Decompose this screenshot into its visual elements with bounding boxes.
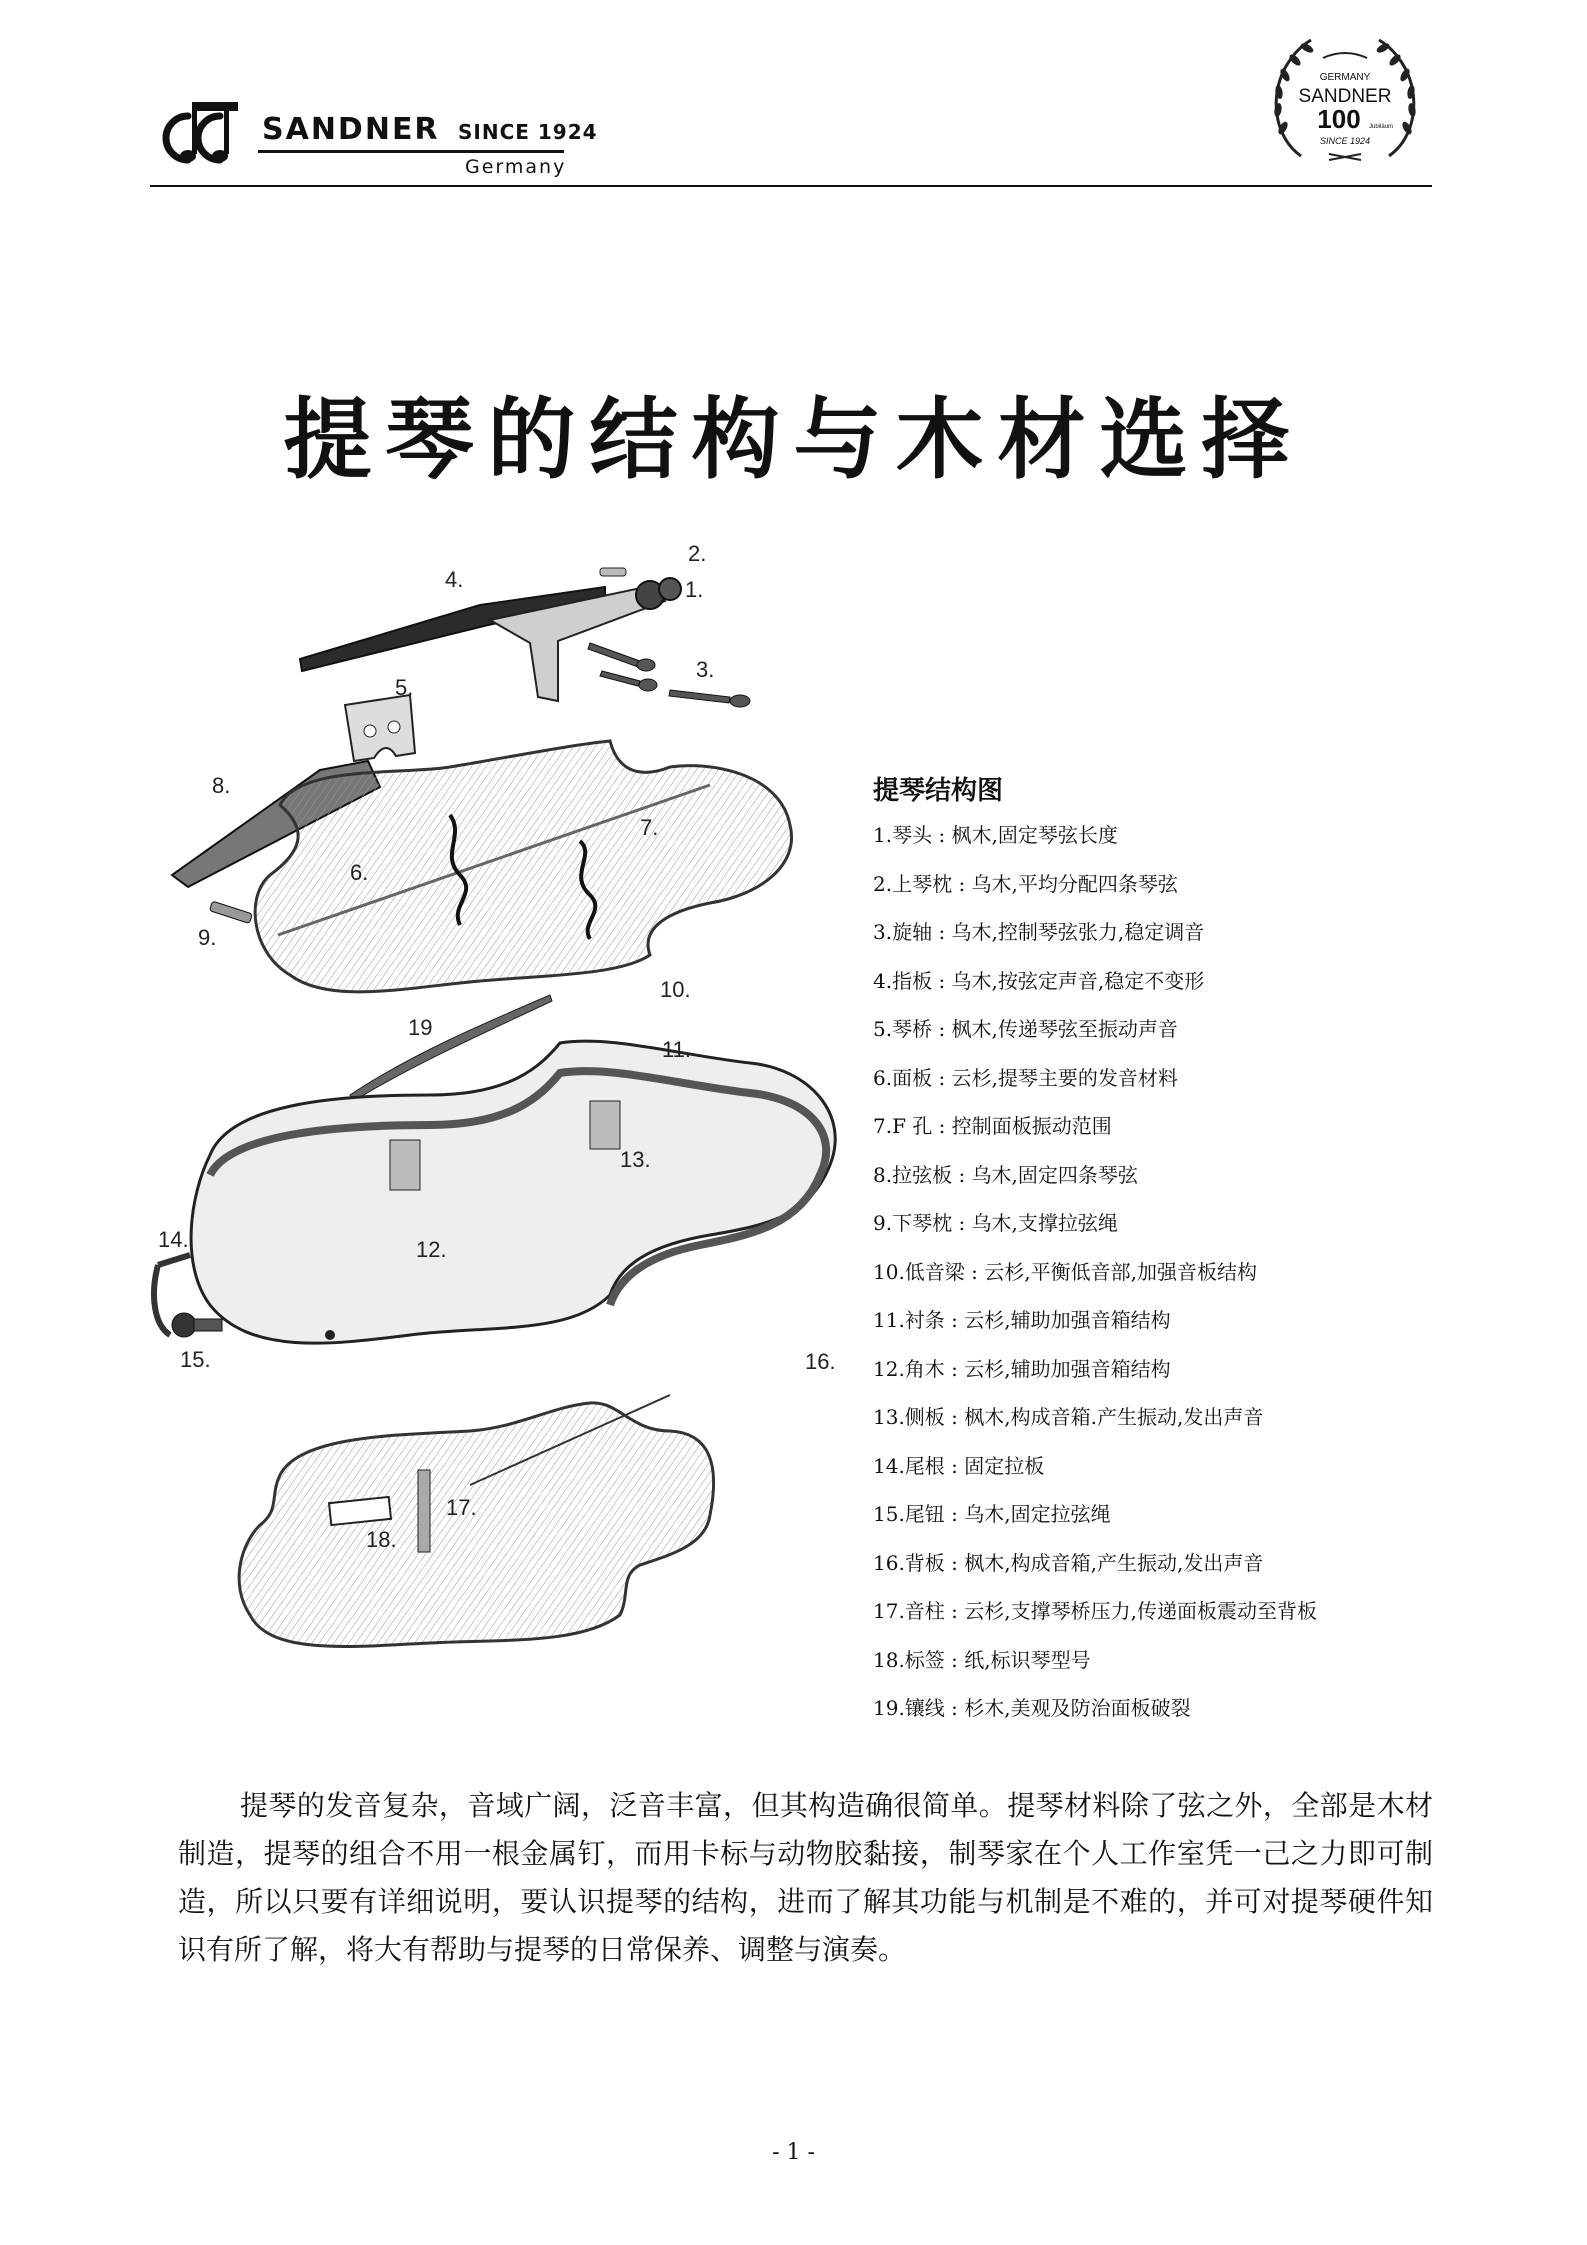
legend-item: 17.音柱 : 云杉,支撑琴桥压力,传递面板震动至背板: [873, 1599, 1317, 1623]
callout-2: 2.: [688, 541, 707, 566]
callout-13: 13.: [620, 1147, 651, 1172]
body-paragraph: 提琴的发音复杂，音域广阔，泛音丰富，但其构造确很简单。提琴材料除了弦之外，全部是木材制造，提琴的组合不用一根金属钉，而用卡标与动物胶黏接，制琴家在个人工作室凭一己之力即可制造，所以只要有详细说明，要认识提琴的结构，进而了解其功能与机制是不难的，并可对提琴硬件知识有所了解，将大有帮助与提琴的日常保养、调整与演奏。: [178, 1789, 1433, 1966]
legend-item: 19.镶线 : 杉木,美观及防治面板破裂: [873, 1696, 1191, 1720]
callout-15: 15.: [180, 1347, 211, 1372]
legend-item: 10.低音梁 : 云杉,平衡低音部,加强音板结构: [873, 1259, 1257, 1284]
callout-16: 16.: [805, 1349, 836, 1374]
top-plate-part: [255, 741, 791, 992]
callout-7: 7.: [640, 815, 659, 840]
callout-5: 5.: [395, 675, 414, 700]
legend-item: 12.角木 : 云杉,辅助加强音箱结构: [873, 1356, 1171, 1381]
callout-4: 4.: [445, 567, 464, 592]
brand-text: SANDNER: [262, 112, 440, 147]
page-number: - 1 -: [772, 2140, 815, 2165]
legend-item: 18.标签 : 纸,标识琴型号: [873, 1647, 1091, 1672]
legend-item: 6.面板 : 云杉,提琴主要的发音材料: [873, 1065, 1178, 1090]
callout-1: 1.: [685, 577, 704, 602]
legend-item: 3.旋轴 : 乌木,控制琴弦张力,稳定调音: [873, 920, 1205, 944]
ribs-part: [191, 1041, 835, 1343]
badge-sub: Jubiläum: [1369, 124, 1394, 130]
callout-19: 19: [408, 1015, 433, 1040]
brand-underline: [258, 150, 564, 153]
pegs-part: [588, 643, 750, 707]
callout-18: 18.: [366, 1527, 397, 1552]
callout-14: 14.: [158, 1227, 189, 1252]
sandner-100-badge: [1265, 28, 1425, 178]
callout-8: 8.: [212, 773, 231, 798]
legend-item: 11.衬条 : 云杉,辅助加强音箱结构: [873, 1308, 1171, 1332]
saddle-part: [209, 901, 252, 923]
legend-item: 1.琴头 : 枫木,固定琴弦长度: [873, 823, 1118, 847]
legend-item: 9.下琴枕 : 乌木,支撑拉弦绳: [873, 1211, 1118, 1235]
badge-top-text: GERMANY: [1319, 72, 1371, 83]
back-plate-part: [239, 1395, 714, 1646]
brand-country: Germany: [465, 156, 567, 178]
callout-6: 6.: [350, 860, 369, 885]
end-button-part: [172, 1313, 222, 1337]
callout-10: 10.: [660, 977, 691, 1002]
fingerboard-part: [300, 585, 665, 701]
callout-9: 9.: [198, 925, 217, 950]
legend-item: 15.尾钮 : 乌木,固定拉弦绳: [873, 1502, 1111, 1526]
legend-item: 14.尾根 : 固定拉板: [873, 1453, 1045, 1478]
badge-number: 100: [1317, 104, 1361, 134]
callout-3: 3.: [696, 657, 715, 682]
brand-since: SINCE 1924: [458, 120, 598, 144]
legend-item: 4.指板 : 乌木,按弦定声音,稳定不变形: [873, 968, 1205, 993]
legend-item: 5.琴桥 : 枫木,传递琴弦至振动声音: [873, 1017, 1178, 1041]
sandner-logo-icon: [148, 98, 258, 182]
legend-item: 16.背板 : 枫木,构成音箱,产生振动,发出声音: [873, 1550, 1264, 1575]
callout-17: 17.: [446, 1495, 477, 1520]
legend-title: 提琴结构图: [873, 776, 1004, 806]
brand-name: [262, 112, 598, 147]
legend-item: 2.上琴枕 : 乌木,平均分配四条琴弦: [873, 871, 1178, 896]
page-title: 提琴的结构与木材选择: [283, 387, 1304, 491]
bridge-part: [345, 695, 415, 761]
violin-exploded-diagram: [150, 535, 870, 1685]
callout-11: 11.: [662, 1037, 691, 1062]
header-divider: [150, 185, 1432, 187]
callout-12: 12.: [416, 1237, 447, 1262]
legend-item: 13.侧板 : 枫木,构成音箱.产生振动,发出声音: [873, 1405, 1264, 1429]
legend-list: [873, 815, 1317, 1737]
legend-item: 8.拉弦板 : 乌木,固定四条琴弦: [873, 1162, 1138, 1187]
badge-bottom-text: SINCE 1924: [1319, 136, 1371, 146]
badge-name: SANDNER: [1298, 86, 1392, 107]
legend-item: 7.F 孔 : 控制面板振动范围: [873, 1114, 1112, 1138]
